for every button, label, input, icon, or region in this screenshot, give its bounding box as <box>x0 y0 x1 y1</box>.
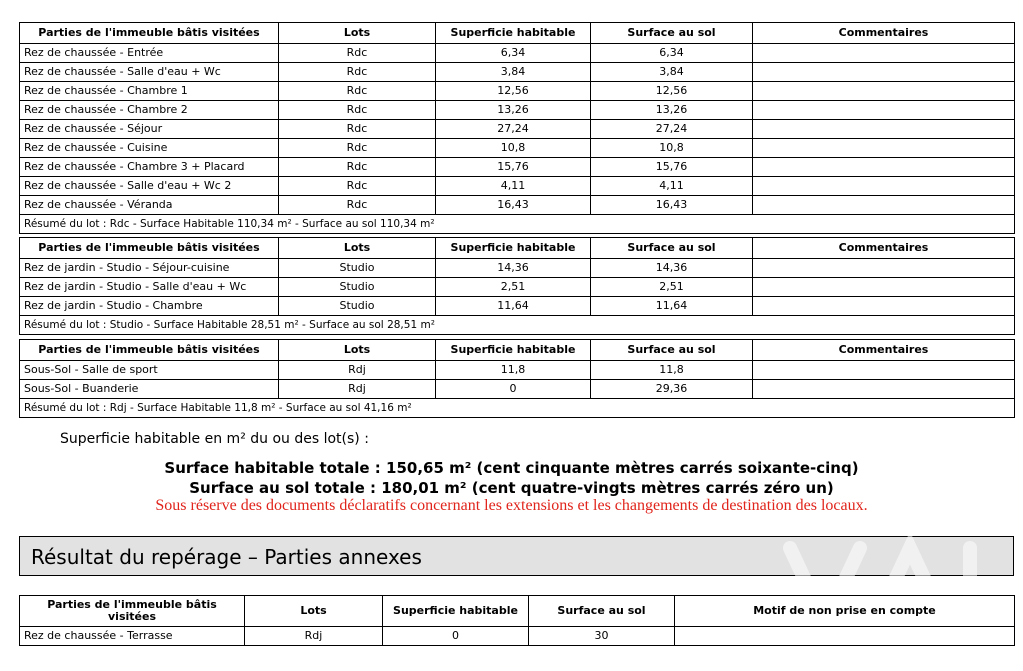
table-row <box>20 63 1015 82</box>
cell-lot: Rdc <box>279 177 436 196</box>
section-title: Résultat du repérage – Parties annexes <box>31 545 422 569</box>
header-surface-sol: Surface au sol <box>591 238 753 259</box>
annex-header-motif: Motif de non prise en compte <box>675 596 1015 627</box>
table-row <box>20 44 1015 63</box>
cell-commentaire <box>753 361 1015 380</box>
lot-summary: Résumé du lot : Rdj - Surface Habitable 11,8 m² - Surface au sol 41,16 m² <box>20 399 1015 418</box>
cell-lot: Rdc <box>279 82 436 101</box>
cell-surface-sol: 3,84 <box>591 63 753 82</box>
cell-partie: Rez de chaussée - Cuisine <box>20 139 279 158</box>
cell-commentaire <box>753 82 1015 101</box>
cell-lot: Studio <box>279 259 436 278</box>
cell-superficie: 27,24 <box>436 120 591 139</box>
cell-superficie: 11,8 <box>436 361 591 380</box>
cell-motif <box>675 627 1015 646</box>
cell-commentaire <box>753 44 1015 63</box>
cell-surface-sol: 27,24 <box>591 120 753 139</box>
table-row <box>20 297 1015 316</box>
cell-lot: Rdc <box>279 139 436 158</box>
cell-surface-sol: 10,8 <box>591 139 753 158</box>
cell-commentaire <box>753 120 1015 139</box>
header-parties: Parties de l'immeuble bâtis visitées <box>20 23 279 44</box>
table-row <box>20 177 1015 196</box>
header-lots: Lots <box>279 238 436 259</box>
cell-commentaire <box>753 63 1015 82</box>
cell-surface-sol: 6,34 <box>591 44 753 63</box>
cell-lot: Rdc <box>279 120 436 139</box>
cell-partie: Rez de chaussée - Salle d'eau + Wc 2 <box>20 177 279 196</box>
cell-surface-sol: 15,76 <box>591 158 753 177</box>
cell-surface-sol: 16,43 <box>591 196 753 215</box>
total-habitable: Surface habitable totale : 150,65 m² (cent cinquante mètres carrés soixante-cinq) <box>164 459 859 477</box>
cell-surface-sol: 4,11 <box>591 177 753 196</box>
cell-lot: Rdc <box>279 63 436 82</box>
header-commentaires: Commentaires <box>753 238 1015 259</box>
annex-header-surface-sol: Surface au sol <box>529 596 675 627</box>
section-header-band <box>19 536 1014 576</box>
cell-partie: Rez de jardin - Studio - Chambre <box>20 297 279 316</box>
table-row <box>20 120 1015 139</box>
table-row <box>20 139 1015 158</box>
cell-lot: Studio <box>279 297 436 316</box>
cell-lot: Rdc <box>279 158 436 177</box>
cell-superficie: 3,84 <box>436 63 591 82</box>
lot-summary: Résumé du lot : Rdc - Surface Habitable 110,34 m² - Surface au sol 110,34 m² <box>20 215 1015 234</box>
annex-header-parties: Parties de l'immeuble bâtis visitées <box>20 596 245 627</box>
cell-partie: Rez de chaussée - Chambre 1 <box>20 82 279 101</box>
total-sol: Surface au sol totale : 180,01 m² (cent quatre-vingts mètres carrés zéro un) <box>189 479 834 497</box>
studio-table-body <box>20 238 1015 335</box>
cell-superficie: 0 <box>383 627 529 646</box>
cell-lot: Rdj <box>245 627 383 646</box>
cell-lot: Rdj <box>279 380 436 399</box>
annex-header-superficie: Superficie habitable <box>383 596 529 627</box>
header-lots: Lots <box>279 23 436 44</box>
cell-superficie: 2,51 <box>436 278 591 297</box>
cell-superficie: 4,11 <box>436 177 591 196</box>
rdj-table <box>19 339 1015 418</box>
cell-superficie: 13,26 <box>436 101 591 120</box>
summary-row <box>20 215 1015 234</box>
annex-header-lots: Lots <box>245 596 383 627</box>
table-row <box>20 278 1015 297</box>
header-surface-sol: Surface au sol <box>591 23 753 44</box>
table-header-row <box>20 340 1015 361</box>
header-surface-sol: Surface au sol <box>591 340 753 361</box>
header-superficie: Superficie habitable <box>436 238 591 259</box>
cell-superficie: 10,8 <box>436 139 591 158</box>
cell-partie: Rez de jardin - Studio - Salle d'eau + Wc <box>20 278 279 297</box>
table-header-row <box>20 23 1015 44</box>
rdc-table-body <box>20 23 1015 234</box>
cell-superficie: 16,43 <box>436 196 591 215</box>
cell-surface-sol: 12,56 <box>591 82 753 101</box>
cell-partie: Rez de chaussée - Véranda <box>20 196 279 215</box>
table-row <box>20 627 1015 646</box>
header-superficie: Superficie habitable <box>436 23 591 44</box>
cell-lot: Rdc <box>279 44 436 63</box>
cell-lot: Rdc <box>279 196 436 215</box>
rdc-table <box>19 22 1015 234</box>
cell-commentaire <box>753 196 1015 215</box>
cell-superficie: 0 <box>436 380 591 399</box>
cell-commentaire <box>753 101 1015 120</box>
table-row <box>20 158 1015 177</box>
cell-partie: Rez de chaussée - Chambre 3 + Placard <box>20 158 279 177</box>
cell-superficie: 15,76 <box>436 158 591 177</box>
annex-header-row <box>20 596 1015 627</box>
cell-commentaire <box>753 177 1015 196</box>
cell-partie: Sous-Sol - Salle de sport <box>20 361 279 380</box>
annex-table <box>19 595 1015 646</box>
cell-partie: Rez de chaussée - Chambre 2 <box>20 101 279 120</box>
cell-surface-sol: 13,26 <box>591 101 753 120</box>
cell-partie: Rez de chaussée - Terrasse <box>20 627 245 646</box>
cell-surface-sol: 14,36 <box>591 259 753 278</box>
cell-superficie: 14,36 <box>436 259 591 278</box>
cell-partie: Rez de chaussée - Séjour <box>20 120 279 139</box>
header-superficie: Superficie habitable <box>436 340 591 361</box>
table-row <box>20 101 1015 120</box>
cell-surface-sol: 11,64 <box>591 297 753 316</box>
lot-summary: Résumé du lot : Studio - Surface Habitable 28,51 m² - Surface au sol 28,51 m² <box>20 316 1015 335</box>
table-row <box>20 380 1015 399</box>
cell-partie: Rez de jardin - Studio - Séjour-cuisine <box>20 259 279 278</box>
rdj-table-body <box>20 340 1015 418</box>
table-row <box>20 361 1015 380</box>
header-parties: Parties de l'immeuble bâtis visitées <box>20 340 279 361</box>
cell-surface-sol: 2,51 <box>591 278 753 297</box>
table-header-row <box>20 238 1015 259</box>
table-row <box>20 82 1015 101</box>
summary-row <box>20 316 1015 335</box>
cell-superficie: 11,64 <box>436 297 591 316</box>
cell-commentaire <box>753 380 1015 399</box>
cell-superficie: 6,34 <box>436 44 591 63</box>
cell-commentaire <box>753 158 1015 177</box>
studio-table <box>19 237 1015 335</box>
cell-lot: Rdj <box>279 361 436 380</box>
cell-lot: Rdc <box>279 101 436 120</box>
table-row <box>20 196 1015 215</box>
header-parties: Parties de l'immeuble bâtis visitées <box>20 238 279 259</box>
cell-commentaire <box>753 297 1015 316</box>
cell-superficie: 12,56 <box>436 82 591 101</box>
cell-commentaire <box>753 278 1015 297</box>
table-row <box>20 259 1015 278</box>
cell-commentaire <box>753 139 1015 158</box>
cell-commentaire <box>753 259 1015 278</box>
cell-partie: Rez de chaussée - Salle d'eau + Wc <box>20 63 279 82</box>
cell-surface-sol: 30 <box>529 627 675 646</box>
annex-table-body <box>20 596 1015 646</box>
header-commentaires: Commentaires <box>753 340 1015 361</box>
cell-partie: Sous-Sol - Buanderie <box>20 380 279 399</box>
cell-lot: Studio <box>279 278 436 297</box>
header-commentaires: Commentaires <box>753 23 1015 44</box>
cell-partie: Rez de chaussée - Entrée <box>20 44 279 63</box>
summary-row <box>20 399 1015 418</box>
cell-surface-sol: 11,8 <box>591 361 753 380</box>
cell-surface-sol: 29,36 <box>591 380 753 399</box>
reserve-notice: Sous réserve des documents déclaratifs concernant les extensions et les changements de destination des locaux. <box>155 497 868 514</box>
header-lots: Lots <box>279 340 436 361</box>
superficie-label: Superficie habitable en m² du ou des lot(s) : <box>60 431 369 447</box>
